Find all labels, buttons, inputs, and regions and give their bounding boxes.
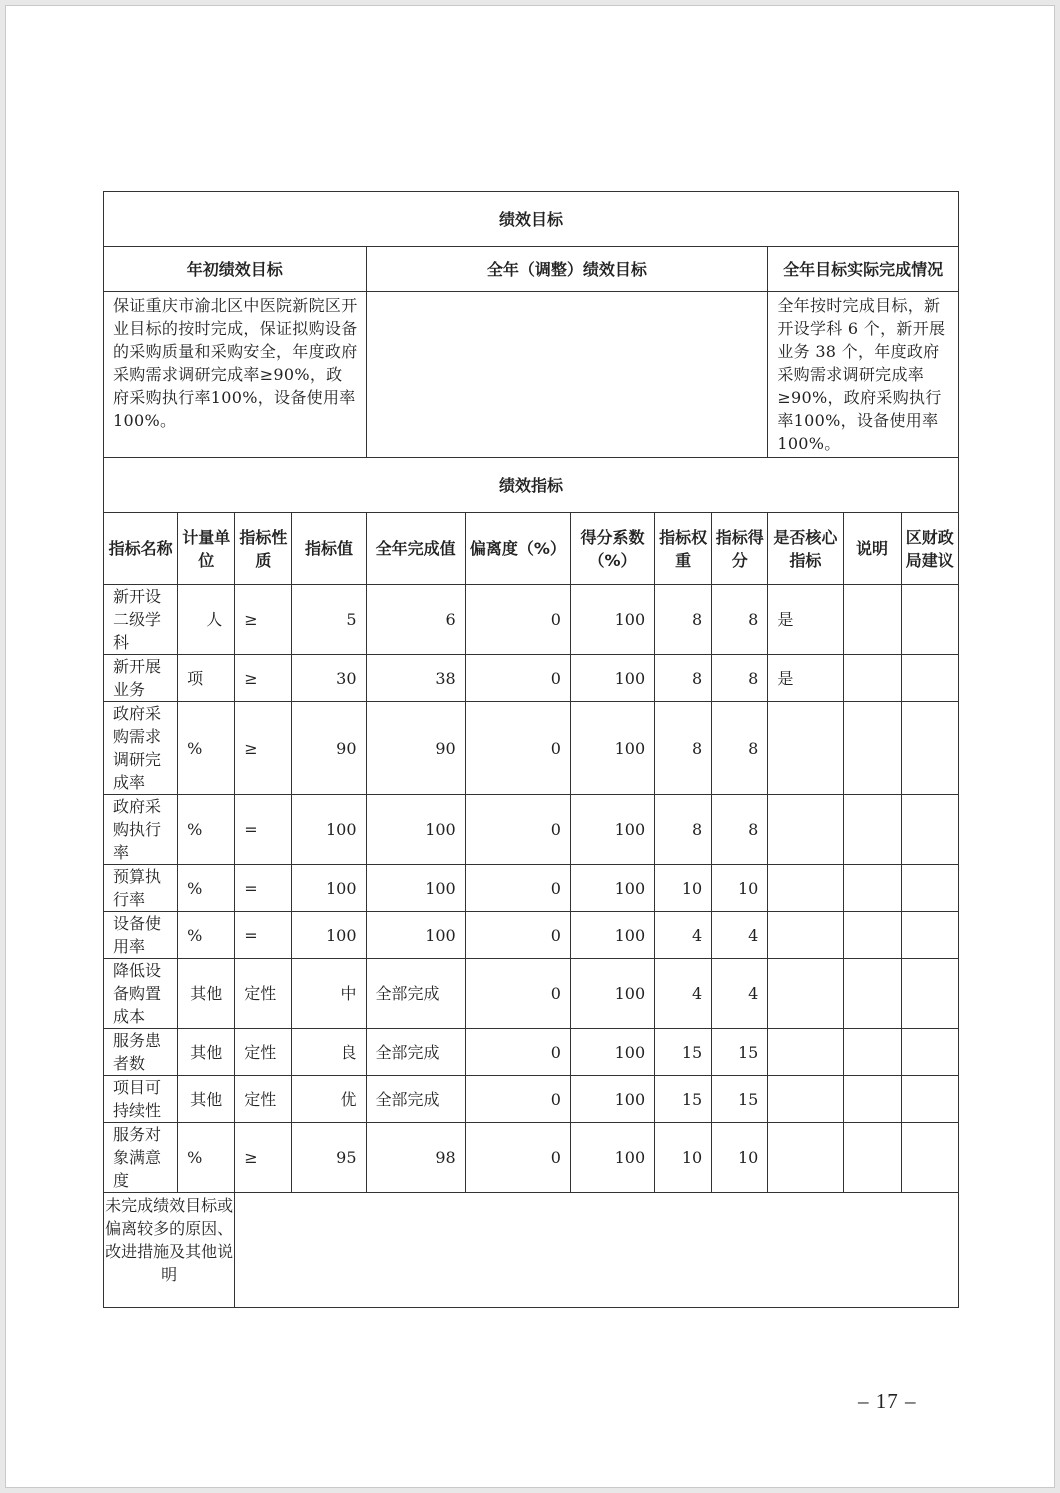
cell-unit: % [178, 795, 235, 865]
cell-nature: 定性 [235, 1029, 292, 1076]
cell-target: 5 [292, 585, 366, 655]
cell-nature: = [235, 795, 292, 865]
header-score: 指标得分 [712, 513, 768, 585]
cell-advice [901, 1123, 958, 1193]
cell-note [843, 1029, 901, 1076]
cell-name: 政府采购需求调研完成率 [104, 702, 178, 795]
cell-actual: 90 [366, 702, 465, 795]
cell-actual: 全部完成 [366, 959, 465, 1029]
cell-note [843, 1076, 901, 1123]
header-core: 是否核心指标 [768, 513, 843, 585]
goals-adjusted-text [366, 292, 768, 458]
cell-advice [901, 912, 958, 959]
cell-core: 是 [768, 655, 843, 702]
cell-name: 设备使用率 [104, 912, 178, 959]
cell-name: 新开设二级学科 [104, 585, 178, 655]
cell-score: 8 [712, 702, 768, 795]
cell-unit: % [178, 865, 235, 912]
cell-advice [901, 1029, 958, 1076]
cell-unit: 项 [178, 655, 235, 702]
cell-deviation: 0 [465, 795, 570, 865]
cell-weight: 8 [655, 702, 712, 795]
goals-col-actual: 全年目标实际完成情况 [768, 247, 959, 292]
cell-deviation: 0 [465, 585, 570, 655]
cell-target: 100 [292, 795, 366, 865]
cell-unit: 其他 [178, 1076, 235, 1123]
cell-weight: 15 [655, 1029, 712, 1076]
table-row [104, 865, 959, 912]
document-page [5, 5, 1055, 1488]
goals-initial-text: 保证重庆市渝北区中医院新院区开业目标的按时完成，保证拟购设备的采购质量和采购安全，年度政府采购需求调研完成率≥90%，政府采购执行率100%，设备使用率100%。 [104, 292, 367, 458]
cell-actual: 100 [366, 912, 465, 959]
cell-advice [901, 959, 958, 1029]
cell-score: 8 [712, 585, 768, 655]
cell-unit: % [178, 912, 235, 959]
header-note: 说明 [843, 513, 901, 585]
cell-actual: 全部完成 [366, 1029, 465, 1076]
cell-name: 项目可持续性 [104, 1076, 178, 1123]
cell-score: 8 [712, 795, 768, 865]
goals-title: 绩效目标 [104, 192, 959, 247]
cell-weight: 8 [655, 655, 712, 702]
header-target: 指标值 [292, 513, 366, 585]
cell-nature: 定性 [235, 959, 292, 1029]
table-row [104, 795, 959, 865]
cell-score: 8 [712, 655, 768, 702]
cell-score: 4 [712, 959, 768, 1029]
cell-name: 服务对象满意度 [104, 1123, 178, 1193]
header-coefficient: 得分系数（%） [570, 513, 654, 585]
cell-note [843, 865, 901, 912]
header-indicator-name: 指标名称 [104, 513, 178, 585]
cell-advice [901, 655, 958, 702]
cell-target: 95 [292, 1123, 366, 1193]
cell-note [843, 1123, 901, 1193]
cell-note [843, 585, 901, 655]
cell-note [843, 912, 901, 959]
cell-target: 90 [292, 702, 366, 795]
cell-weight: 8 [655, 585, 712, 655]
cell-weight: 10 [655, 865, 712, 912]
goals-actual-text: 全年按时完成目标，新开设学科 6 个，新开展业务 38 个，年度政府采购需求调研完成率≥90%，政府采购执行率100%，设备使用率 100%。 [768, 292, 959, 458]
table-row [104, 1076, 959, 1123]
cell-core [768, 1029, 843, 1076]
cell-nature: ≥ [235, 1123, 292, 1193]
cell-nature: 定性 [235, 1076, 292, 1123]
cell-advice [901, 702, 958, 795]
cell-deviation: 0 [465, 1029, 570, 1076]
cell-deviation: 0 [465, 1076, 570, 1123]
cell-nature: = [235, 865, 292, 912]
cell-unit: % [178, 1123, 235, 1193]
cell-note [843, 655, 901, 702]
cell-coefficient: 100 [570, 585, 654, 655]
cell-coefficient: 100 [570, 1076, 654, 1123]
cell-note [843, 959, 901, 1029]
goals-content-row [104, 292, 959, 458]
cell-target: 中 [292, 959, 366, 1029]
goals-header-row [104, 247, 959, 292]
table-row [104, 1029, 959, 1076]
table-row [104, 702, 959, 795]
cell-score: 4 [712, 912, 768, 959]
header-advice: 区财政局建议 [901, 513, 958, 585]
cell-deviation: 0 [465, 865, 570, 912]
cell-score: 10 [712, 865, 768, 912]
cell-nature: ≥ [235, 655, 292, 702]
cell-nature: ≥ [235, 585, 292, 655]
cell-actual: 6 [366, 585, 465, 655]
cell-name: 降低设备购置成本 [104, 959, 178, 1029]
cell-core [768, 865, 843, 912]
header-actual: 全年完成值 [366, 513, 465, 585]
indicators-title: 绩效指标 [104, 458, 959, 513]
goals-col-adjusted: 全年（调整）绩效目标 [366, 247, 768, 292]
cell-core [768, 1123, 843, 1193]
page-number: – 17 – [858, 1389, 917, 1413]
indicators-title-row [104, 458, 959, 513]
cell-deviation: 0 [465, 702, 570, 795]
cell-target: 优 [292, 1076, 366, 1123]
cell-coefficient: 100 [570, 1123, 654, 1193]
header-weight: 指标权重 [655, 513, 712, 585]
cell-core: 是 [768, 585, 843, 655]
header-deviation: 偏离度（%） [465, 513, 570, 585]
cell-core [768, 1076, 843, 1123]
notes-label: 未完成绩效目标或偏离较多的原因、改进措施及其他说明 [104, 1193, 235, 1308]
cell-name: 服务患者数 [104, 1029, 178, 1076]
cell-deviation: 0 [465, 1123, 570, 1193]
cell-weight: 10 [655, 1123, 712, 1193]
cell-coefficient: 100 [570, 1029, 654, 1076]
table-row [104, 655, 959, 702]
table-row [104, 959, 959, 1029]
notes-content [235, 1193, 959, 1308]
cell-unit: 其他 [178, 959, 235, 1029]
cell-unit: 其他 [178, 1029, 235, 1076]
cell-actual: 全部完成 [366, 1076, 465, 1123]
header-unit: 计量单位 [178, 513, 235, 585]
goals-col-initial: 年初绩效目标 [104, 247, 367, 292]
cell-score: 15 [712, 1076, 768, 1123]
cell-target: 100 [292, 865, 366, 912]
cell-weight: 15 [655, 1076, 712, 1123]
cell-coefficient: 100 [570, 912, 654, 959]
cell-actual: 100 [366, 865, 465, 912]
cell-coefficient: 100 [570, 865, 654, 912]
cell-name: 预算执行率 [104, 865, 178, 912]
cell-note [843, 702, 901, 795]
cell-note [843, 795, 901, 865]
cell-deviation: 0 [465, 959, 570, 1029]
cell-unit: 人 [178, 585, 235, 655]
goals-title-row [104, 192, 959, 247]
cell-core [768, 702, 843, 795]
cell-score: 15 [712, 1029, 768, 1076]
cell-target: 良 [292, 1029, 366, 1076]
cell-nature: ≥ [235, 702, 292, 795]
cell-target: 30 [292, 655, 366, 702]
cell-nature: = [235, 912, 292, 959]
notes-row [104, 1193, 959, 1308]
cell-name: 新开展业务 [104, 655, 178, 702]
cell-deviation: 0 [465, 655, 570, 702]
table-row [104, 585, 959, 655]
cell-core [768, 959, 843, 1029]
cell-target: 100 [292, 912, 366, 959]
cell-name: 政府采购执行率 [104, 795, 178, 865]
cell-actual: 100 [366, 795, 465, 865]
cell-actual: 98 [366, 1123, 465, 1193]
cell-advice [901, 795, 958, 865]
cell-advice [901, 865, 958, 912]
cell-weight: 4 [655, 912, 712, 959]
cell-weight: 4 [655, 959, 712, 1029]
header-nature: 指标性质 [235, 513, 292, 585]
cell-unit: % [178, 702, 235, 795]
cell-score: 10 [712, 1123, 768, 1193]
table-row [104, 1123, 959, 1193]
cell-coefficient: 100 [570, 795, 654, 865]
cell-core [768, 795, 843, 865]
cell-coefficient: 100 [570, 959, 654, 1029]
cell-advice [901, 585, 958, 655]
cell-actual: 38 [366, 655, 465, 702]
cell-core [768, 912, 843, 959]
cell-coefficient: 100 [570, 655, 654, 702]
performance-table [103, 191, 959, 1308]
cell-deviation: 0 [465, 912, 570, 959]
cell-advice [901, 1076, 958, 1123]
table-row [104, 912, 959, 959]
indicators-header-row [104, 513, 959, 585]
cell-coefficient: 100 [570, 702, 654, 795]
cell-weight: 8 [655, 795, 712, 865]
